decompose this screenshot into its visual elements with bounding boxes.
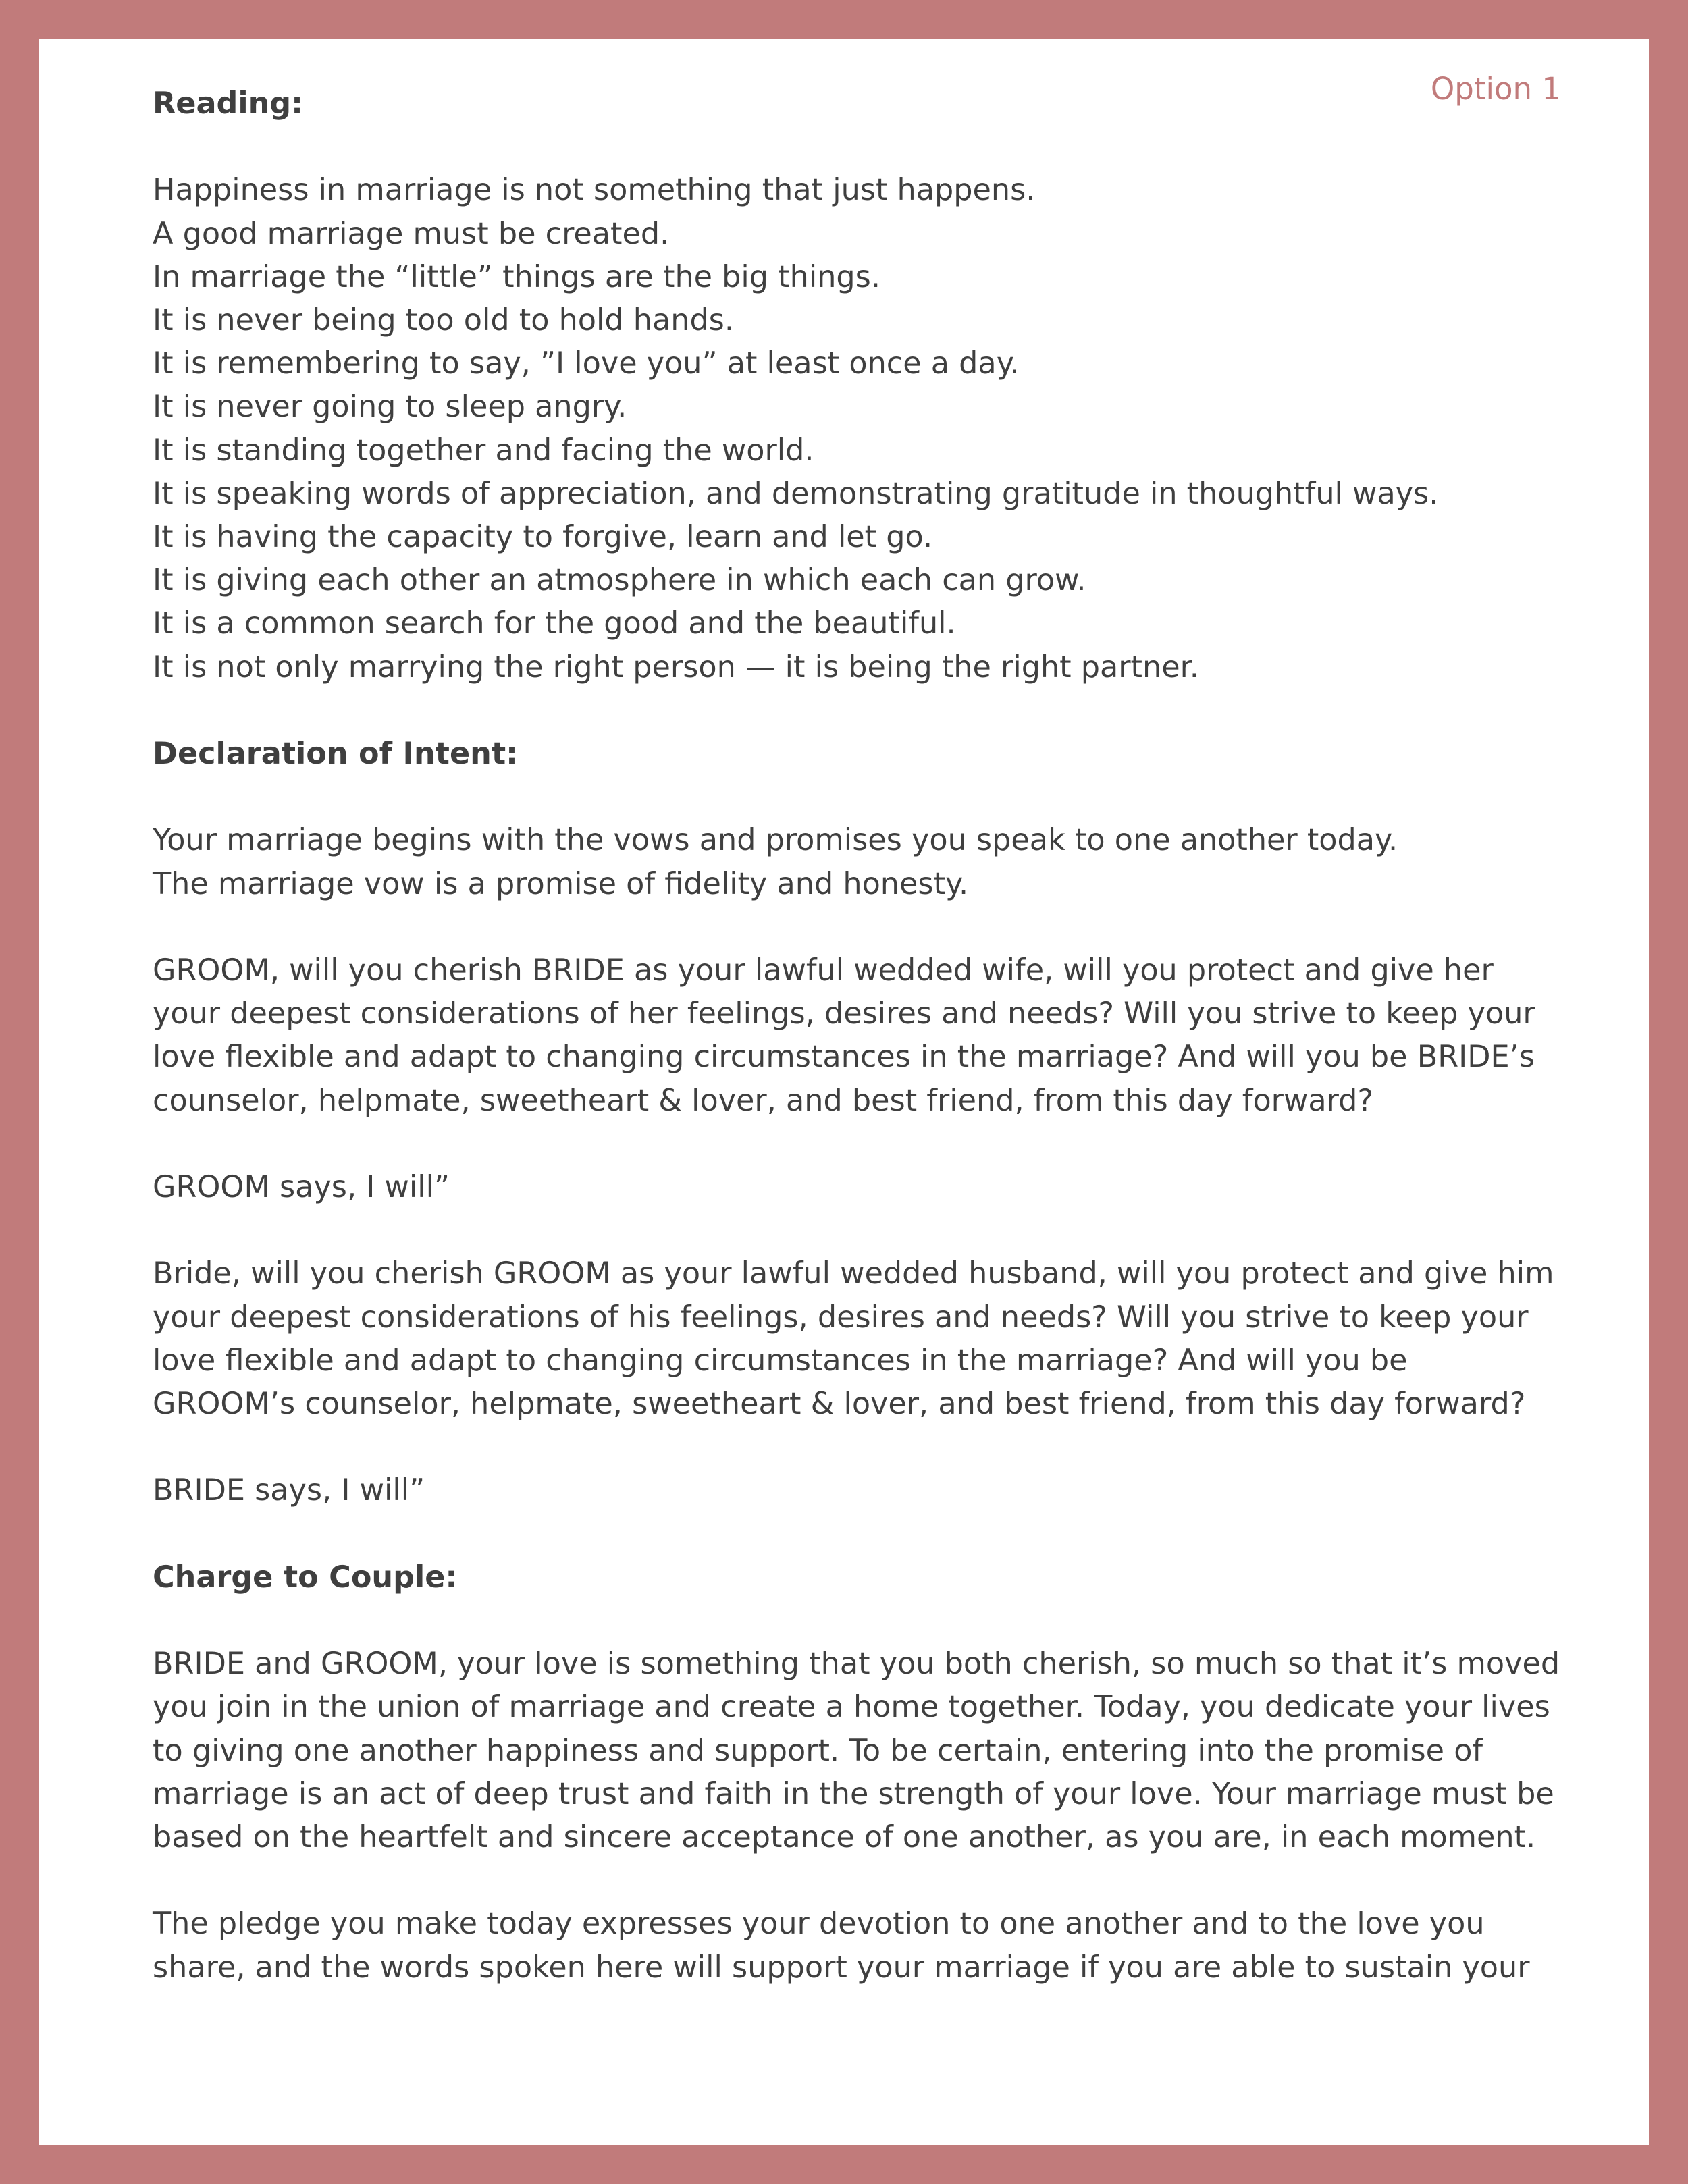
document-content — [153, 82, 1564, 1990]
reading-line: Happiness in marriage is not something that just happens. — [153, 173, 1036, 208]
reading-line: It is giving each other an atmosphere in which each can grow. — [153, 563, 1086, 598]
charge-line: share, and the words spoken here will support your marriage if you are able to sustain your — [153, 1950, 1530, 1985]
declaration-heading: Declaration of Intent: — [153, 737, 518, 772]
reading-line: It is never being too old to hold hands. — [153, 303, 735, 338]
reading-line: In marriage the “little” things are the big things. — [153, 259, 880, 294]
spacer — [153, 906, 1564, 949]
spacer — [153, 689, 1564, 733]
groom-question-line: GROOM, will you cherish BRIDE as your lawful wedded wife, will you protect and give her — [153, 953, 1494, 988]
spacer — [153, 1123, 1564, 1166]
reading-line: It is a common search for the good and the beautiful. — [153, 606, 956, 641]
spacer — [153, 1599, 1564, 1643]
groom-question-line: your deepest considerations of her feelings, desires and needs? Will you strive to keep your — [153, 996, 1535, 1032]
charge-line: BRIDE and GROOM, your love is something that you both cherish, so much so that it’s moved — [153, 1647, 1560, 1682]
bride-question-line: GROOM’s counselor, helpmate, sweetheart & lover, and best friend, from this day forward? — [153, 1387, 1526, 1421]
charge-line: The pledge you make today expresses your devotion to one another and to the love you — [153, 1907, 1485, 1942]
spacer — [153, 1513, 1564, 1556]
declaration-intro — [153, 819, 1564, 905]
groom-response — [153, 1166, 1564, 1209]
reading-line: A good marriage must be created. — [153, 216, 670, 251]
option-label: Option 1 — [1430, 71, 1561, 107]
reading-line: It is having the capacity to forgive, learn and let go. — [153, 520, 933, 555]
groom-response-line: GROOM says, I will” — [153, 1170, 450, 1204]
reading-line: It is not only marrying the right person — it is being the right partner. — [153, 649, 1199, 685]
charge-line: marriage is an act of deep trust and faith in the strength of your love. Your marriage must be — [153, 1776, 1554, 1811]
reading-line: It is remembering to say, ”I love you” at least once a day. — [153, 346, 1020, 381]
declaration-intro-line: The marriage vow is a promise of fidelity and honesty. — [153, 866, 969, 901]
spacer — [153, 1859, 1564, 1902]
spacer — [153, 1426, 1564, 1469]
bride-response-line: BRIDE says, I will” — [153, 1473, 425, 1508]
charge-paragraph-1 — [153, 1643, 1564, 1859]
spacer — [153, 126, 1564, 169]
groom-question — [153, 949, 1564, 1123]
groom-question-line: love flexible and adapt to changing circumstances in the marriage? And will you be BRIDE’s — [153, 1040, 1535, 1075]
charge-paragraph-2 — [153, 1902, 1564, 1989]
charge-line: to giving one another happiness and support. To be certain, entering into the promise of — [153, 1733, 1483, 1768]
reading-line: It is standing together and facing the world. — [153, 433, 814, 468]
groom-question-line: counselor, helpmate, sweetheart & lover, and best friend, from this day forward? — [153, 1083, 1374, 1118]
bride-question-line: love flexible and adapt to changing circumstances in the marriage? And will you be — [153, 1343, 1408, 1378]
charge-line: you join in the union of marriage and create a home together. Today, you dedicate your lives — [153, 1690, 1550, 1725]
reading-line: It is never going to sleep angry. — [153, 390, 627, 425]
reading-text — [153, 169, 1564, 689]
reading-line: It is speaking words of appreciation, and demonstrating gratitude in thoughtful ways. — [153, 476, 1439, 511]
document-page — [39, 39, 1649, 2145]
charge-heading: Charge to Couple: — [153, 1560, 458, 1595]
charge-line: based on the heartfelt and sincere acceptance of one another, as you are, in each moment. — [153, 1819, 1536, 1855]
bride-question — [153, 1252, 1564, 1426]
spacer — [153, 1209, 1564, 1252]
reading-heading: Reading: — [153, 86, 303, 121]
spacer — [153, 776, 1564, 819]
bride-question-line: your deepest considerations of his feelings, desires and needs? Will you strive to keep your — [153, 1300, 1529, 1335]
bride-response — [153, 1469, 1564, 1512]
bride-question-line: Bride, will you cherish GROOM as your lawful wedded husband, will you protect and give him — [153, 1256, 1554, 1291]
declaration-intro-line: Your marriage begins with the vows and promises you speak to one another today. — [153, 823, 1398, 858]
